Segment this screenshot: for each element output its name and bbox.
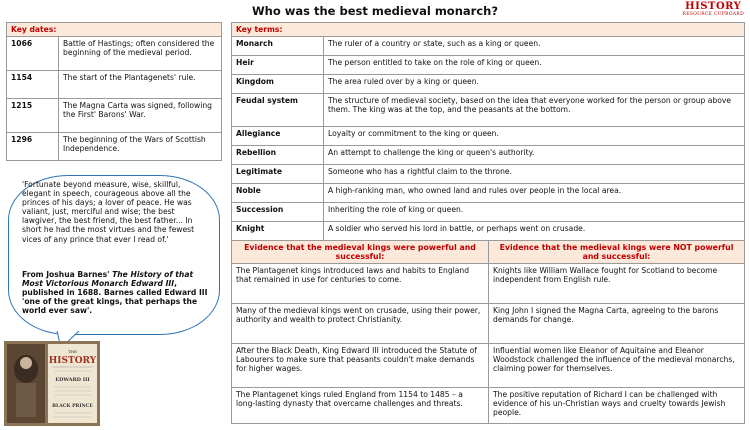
- term-definition: A high-ranking man, who owned land and rules over people in the local area.: [324, 184, 745, 203]
- term-definition: Loyalty or commitment to the king or queen.: [324, 127, 745, 146]
- history-logo: [683, 2, 744, 18]
- term: Noble: [232, 184, 324, 203]
- table-row: [232, 222, 745, 241]
- logo-line1: HISTORY: [685, 1, 742, 12]
- date-year: 1066: [7, 37, 59, 71]
- quote-source-suffix: , published in 1688. Barnes called Edward III 'one of the great kings, that perhaps the world ever saw'.: [22, 279, 208, 316]
- table-row: [7, 133, 222, 161]
- date-event: The Magna Carta was signed, following the First' Barons' War.: [59, 99, 222, 133]
- book-text-the: THE: [67, 349, 78, 354]
- book-text-edward: EDWARD III: [55, 377, 90, 383]
- term: Feudal system: [232, 94, 324, 127]
- term: Succession: [232, 203, 324, 222]
- term: Allegiance: [232, 127, 324, 146]
- evidence-for-cell: Many of the medieval kings went on crusade, using their power, authority and wealth to protect Christianity.: [232, 304, 489, 344]
- table-row: [232, 94, 745, 127]
- table-row: [232, 264, 745, 304]
- date-year: 1154: [7, 71, 59, 99]
- term-definition: The structure of medieval society, based on the idea that everyone worked for the person or group above them. The king was at the top, and the peasants at the bottom.: [324, 94, 745, 127]
- table-row: [232, 388, 745, 424]
- quote-source-title: The History of that Most Victorious Monarch Edward III: [22, 270, 194, 289]
- evidence-for-cell: After the Black Death, King Edward III introduced the Statute of Labourers to make sure that peasants couldn't make demands for higher wages.: [232, 344, 489, 388]
- key-dates-heading: Key dates:: [7, 23, 222, 37]
- date-event: The beginning of the Wars of Scottish Independence.: [59, 133, 222, 161]
- term-definition: Inheriting the role of king or queen.: [324, 203, 745, 222]
- evidence-against-cell: The positive reputation of Richard I can be challenged with evidence of his un-Christian ways and cruelty towards Jewish people.: [489, 388, 745, 424]
- key-terms-heading: Key terms:: [232, 23, 745, 37]
- term: Kingdom: [232, 75, 324, 94]
- term: Monarch: [232, 37, 324, 56]
- term-definition: Someone who has a rightful claim to the throne.: [324, 165, 745, 184]
- table-row: [232, 344, 745, 388]
- key-terms-table: [231, 22, 745, 241]
- table-row: [232, 304, 745, 344]
- term: Legitimate: [232, 165, 324, 184]
- term: Knight: [232, 222, 324, 241]
- date-year: 1215: [7, 99, 59, 133]
- evidence-against-cell: Influential women like Eleanor of Aquitaine and Eleanor Woodstock challenged the influence of the medieval monarchs, claiming power for themselves.: [489, 344, 745, 388]
- history-book-image: [4, 341, 100, 426]
- table-row: [7, 37, 222, 71]
- evidence-against-cell: Knights like William Wallace fought for Scotland to become independent from English rule.: [489, 264, 745, 304]
- table-row: [232, 184, 745, 203]
- table-row: [232, 37, 745, 56]
- date-year: 1296: [7, 133, 59, 161]
- quote-source-prefix: From Joshua Barnes': [22, 270, 113, 279]
- key-dates-table: [6, 22, 222, 161]
- table-row: [232, 75, 745, 94]
- term-definition: A soldier who served his lord in battle, or perhaps went on crusade.: [324, 222, 745, 241]
- term-definition: The ruler of a country or state, such as a king or queen.: [324, 37, 745, 56]
- term-definition: An attempt to challenge the king or queen's authority.: [324, 146, 745, 165]
- table-row: [7, 99, 222, 133]
- logo-line2: RESOURCE CUPBOARD: [682, 12, 744, 17]
- evidence-against-heading: Evidence that the medieval kings were NOT powerful and successful:: [489, 241, 745, 264]
- term: Rebellion: [232, 146, 324, 165]
- evidence-table: [231, 240, 745, 424]
- quote-source: [22, 270, 208, 315]
- evidence-against-cell: King John I signed the Magna Carta, agreeing to the barons demands for change.: [489, 304, 745, 344]
- term: Heir: [232, 56, 324, 75]
- date-event: The start of the Plantagenets' rule.: [59, 71, 222, 99]
- evidence-for-cell: The Plantagenet kings introduced laws and habits to England that remained in use for centuries to come.: [232, 264, 489, 304]
- page-title: Who was the best medieval monarch?: [251, 4, 498, 18]
- term-definition: The area ruled over by a king or queen.: [324, 75, 745, 94]
- book-text-history: HISTORY: [48, 356, 97, 366]
- date-event: Battle of Hastings; often considered the beginning of the medieval period.: [59, 37, 222, 71]
- table-row: [7, 71, 222, 99]
- table-row: [232, 165, 745, 184]
- table-row: [232, 146, 745, 165]
- term-definition: The person entitled to take on the role of king or queen.: [324, 56, 745, 75]
- book-text-black-prince: BLACK PRINCE: [52, 404, 93, 409]
- quote-text: 'Fortunate beyond measure, wise, skillful, elegant in speech, courageous above all the princes of his days; a lover of peace. He was valiant, just, merciful and wise; the best lawgiver, the best friend, the best father... In short he had the most virtues and the fewest vices of any prince that ever I read of.': [22, 180, 195, 244]
- evidence-for-heading: Evidence that the medieval kings were powerful and successful:: [232, 241, 489, 264]
- evidence-for-cell: The Plantagenet kings ruled England from 1154 to 1485 – a long-lasting dynasty that overcame challenges and threats.: [232, 388, 489, 424]
- table-row: [232, 203, 745, 222]
- table-row: [232, 127, 745, 146]
- table-row: [232, 56, 745, 75]
